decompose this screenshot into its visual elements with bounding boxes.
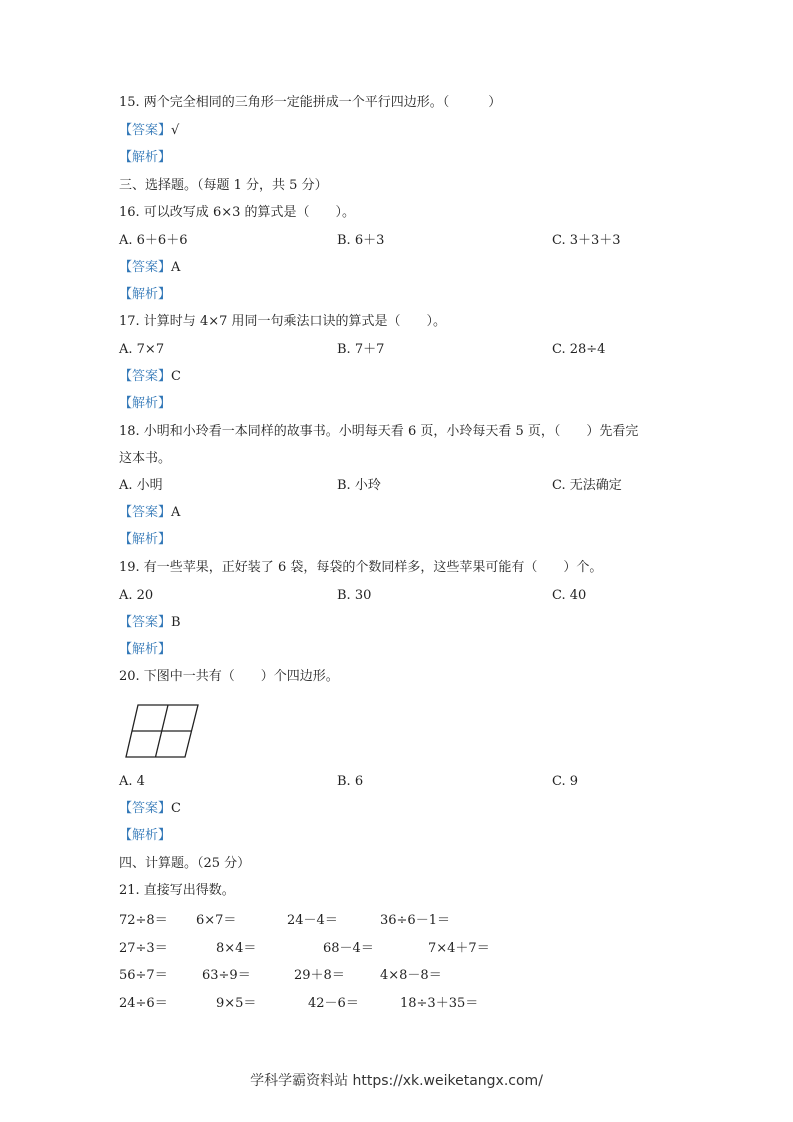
parallelogram-figure — [125, 704, 201, 760]
q16-option-b: B. 6＋3 — [337, 233, 385, 248]
calc-item: 56÷7＝ — [119, 968, 168, 983]
section-4-heading: 四、计算题。（25 分） — [119, 856, 251, 871]
calc-item: 6×7＝ — [196, 913, 237, 928]
q17-question: 17. 计算时与 4×7 用同一句乘法口诀的算式是（ ）。 — [119, 314, 447, 329]
q18-option-a: A. 小明 — [119, 478, 163, 493]
q18-analysis-tag: 【解析】 — [119, 532, 172, 547]
q17-option-c: C. 28÷4 — [552, 342, 606, 357]
q21-question: 21. 直接写出得数。 — [119, 883, 235, 898]
q19-option-a: A. 20 — [119, 588, 154, 603]
answer-value: C — [171, 369, 181, 384]
q20-option-a: A. 4 — [119, 774, 145, 789]
answer-value: A — [171, 260, 181, 275]
q15-analysis-tag: 【解析】 — [119, 150, 172, 165]
page-footer: 学科学霸资料站 https://xk.weiketangx.com/ — [250, 1073, 543, 1089]
answer-tag: 【答案】 — [119, 369, 172, 384]
calc-item: 24÷6＝ — [119, 996, 168, 1011]
calc-item: 9×5＝ — [216, 996, 257, 1011]
q17-answer — [119, 368, 181, 386]
q18-option-b: B. 小玲 — [337, 478, 381, 493]
q20-question: 20. 下图中一共有（ ）个四边形。 — [119, 669, 339, 684]
q16-analysis-tag: 【解析】 — [119, 287, 172, 302]
calc-item: 7×4＋7＝ — [428, 941, 490, 956]
q16-option-c: C. 3＋3＋3 — [552, 233, 621, 248]
calc-item: 42－6＝ — [308, 996, 359, 1011]
answer-value: A — [171, 505, 181, 520]
answer-value: B — [171, 615, 181, 630]
answer-value: C — [171, 801, 181, 816]
answer-tag: 【答案】 — [119, 260, 172, 275]
q18-answer — [119, 504, 180, 522]
q16-question: 16. 可以改写成 6×3 的算式是（ ）。 — [119, 205, 356, 220]
answer-value: √ — [171, 123, 180, 138]
q20-analysis-tag: 【解析】 — [119, 828, 172, 843]
q19-answer — [119, 614, 181, 632]
q17-analysis-tag: 【解析】 — [119, 396, 172, 411]
calc-item: 4×8－8＝ — [380, 968, 442, 983]
q15-answer — [119, 122, 179, 140]
q16-option-a: A. 6＋6＋6 — [119, 233, 188, 248]
calc-item: 68－4＝ — [323, 941, 374, 956]
q19-question: 19. 有一些苹果，正好装了 6 袋，每袋的个数同样多，这些苹果可能有（ ）个。 — [119, 560, 603, 575]
calc-item: 29＋8＝ — [294, 968, 345, 983]
q19-analysis-tag: 【解析】 — [119, 642, 172, 657]
q19-option-b: B. 30 — [337, 588, 372, 603]
answer-tag: 【答案】 — [119, 505, 172, 520]
q18-question-line1: 18. 小明和小玲看一本同样的故事书。小明每天看 6 页，小玲每天看 5 页，（ ）先看完 — [119, 424, 639, 439]
answer-tag: 【答案】 — [119, 615, 172, 630]
q18-question-line2: 这本书。 — [119, 451, 172, 466]
calc-item: 63÷9＝ — [202, 968, 251, 983]
calc-item: 24－4＝ — [287, 913, 338, 928]
q16-answer — [119, 259, 180, 277]
q19-option-c: C. 40 — [552, 588, 587, 603]
calc-item: 72÷8＝ — [119, 913, 168, 928]
calc-item: 27÷3＝ — [119, 941, 168, 956]
q20-option-b: B. 6 — [337, 774, 364, 789]
calc-item: 8×4＝ — [216, 941, 257, 956]
section-3-heading: 三、选择题。（每题 1 分，共 5 分） — [119, 178, 328, 193]
q20-answer — [119, 800, 181, 818]
calc-item: 36÷6－1＝ — [380, 913, 450, 928]
calc-item: 18÷3＋35＝ — [400, 996, 479, 1011]
q17-option-a: A. 7×7 — [119, 342, 165, 357]
q17-option-b: B. 7＋7 — [337, 342, 385, 357]
q20-option-c: C. 9 — [552, 774, 579, 789]
answer-tag: 【答案】 — [119, 123, 172, 138]
q15-question: 15. 两个完全相同的三角形一定能拼成一个平行四边形。（ ） — [119, 95, 502, 110]
answer-tag: 【答案】 — [119, 801, 172, 816]
q18-option-c: C. 无法确定 — [552, 478, 622, 493]
